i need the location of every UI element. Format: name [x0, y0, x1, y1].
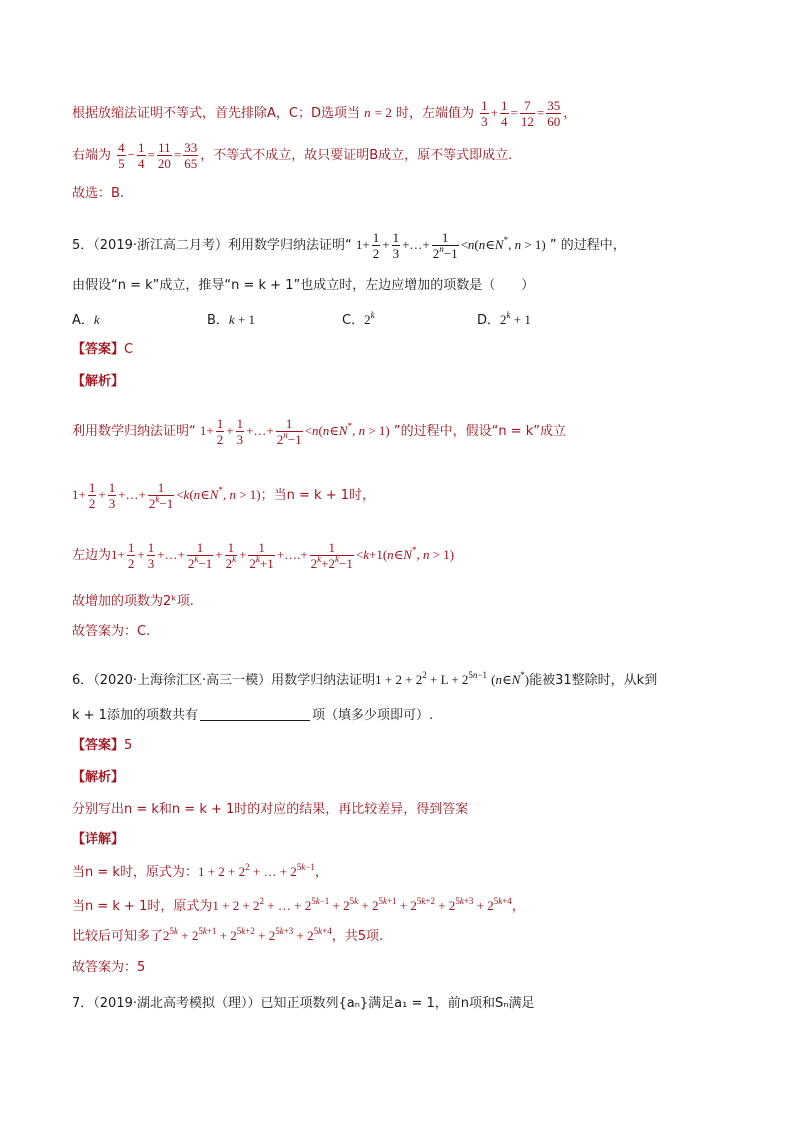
- q6-detail-line1: 当n = k时，原式为：$1 + 2 + 2^2$ + … + $2^{5k-1}$，: [72, 862, 328, 880]
- q6-answer: [72, 736, 132, 756]
- q6-detail-label: 【详解】: [72, 832, 125, 847]
- q5-stem-line1: 5．（2019·浙江高二月考）利用数学归纳法证明“ 1+ $\frac{1}{2}$ + $\frac{1}{3}$ +…+ $\frac{1}{2^n-1}$ <n(n∈N*, n > 1) ” 的过程中，: [72, 230, 626, 261]
- q5-option-c: C．2$^k$: [342, 310, 375, 328]
- q6-d2: 当n = k + 1时，原式为: [72, 899, 213, 914]
- p1-text-c: 右端为: [72, 148, 112, 163]
- p1-text-a: 根据放缩法证明不等式，首先排除A，C；D选项当: [72, 106, 360, 121]
- q6-d3b: ，共5项.: [331, 929, 384, 944]
- q5-analysis-line5: 故答案为：C.: [72, 624, 151, 639]
- q5-tail: ” 的过程中，: [549, 238, 626, 253]
- p1-text-d: ，不等式不成立，故只要证明B成立，原不等式即成立.: [200, 148, 513, 163]
- q6-d3: 比较后可知多了: [72, 929, 164, 944]
- q5-analysis-line3: 左边为1+ $\frac{1}{2}$ + $\frac{1}{3}$ +…+ $\frac{1}{2^k-1}$ + $\frac{1}{2^k}$ + $\frac{1}{2^k+1}$ +….+ $\frac{1}{2^k+2^k-1}$ <k+1(n∈N*, n > 1): [72, 540, 455, 571]
- q6-analysis-text: 分别写出n = k和n = k + 1时的对应的结果，再比较差异，得到答案: [72, 802, 469, 817]
- q6-detail-line2: 当n = k + 1时，原式为$1 + 2 + 2^2$ + … + $2^{5k-1} + 2^{5k} + 2^{5k+1} + 2^{5k+2} + 2^{5k+3} + 2^{5k+4}$，: [72, 896, 525, 914]
- q5-option-b: B．k + 1: [207, 312, 256, 328]
- q6-detail-line3: 比较后可知多了$2^{5k} + 2^{5k+1} + 2^{5k+2} + 2^{5k+3} + 2^{5k+4}$，共5项.: [72, 926, 384, 944]
- p1-line3: 故选：B.: [72, 186, 125, 201]
- q6-head: 6．（2020·上海徐汇区·高三一模）用数学归纳法证明: [72, 673, 376, 688]
- q5-analysis-line1: 利用数学归纳法证明“ 1+ $\frac{1}{2}$ + $\frac{1}{3}$ +…+ $\frac{1}{2^n-1}$ <n(n∈N*, n > 1) ”的过程中，假设“n = k”成立: [72, 416, 567, 447]
- q5-l3: 左边为: [72, 548, 112, 563]
- q6-line2a: k + 1添加的项数共有: [72, 708, 198, 723]
- q6-analysis-label: 【解析】: [72, 770, 125, 785]
- p1-line1: 根据放缩法证明不等式，首先排除A，C；D选项当 n = 2 时，左端值为 $\frac{1}{3}$ + $\frac{1}{4}$ = $\frac{7}{12}$ = $\frac{35}{60}$ ，: [72, 98, 577, 129]
- q5-option-a: A．k: [72, 312, 100, 328]
- q5-analysis-line4: 故增加的项数为2ᵏ项.: [72, 594, 194, 609]
- q5-l1a: 利用数学归纳法证明“: [72, 424, 196, 439]
- q5-answer: [72, 340, 133, 360]
- q5-head: 5．（2019·浙江高二月考）利用数学归纳法证明“: [72, 238, 352, 253]
- q7-stem: 7．（2019·湖北高考模拟（理））已知正项数列{aₙ}满足a₁ = 1，前n项和Sₙ满足: [72, 996, 535, 1011]
- answer-label: 【答案】: [72, 342, 125, 357]
- q6-detail-line4: 故答案为：5: [72, 960, 146, 975]
- q6-answer-blank: [200, 706, 310, 721]
- q6-mid: 能被31整除时，从k到: [529, 673, 658, 688]
- q6-stem-line1: 6．（2020·上海徐汇区·高三一模）用数学归纳法证明$1 + 2 + 2^2 + L + 2^{5n-1}$ (n∈N*)能被31整除时，从k到: [72, 670, 658, 688]
- q5-options: [72, 310, 612, 331]
- q5-option-d: D．$2^k + 1$: [477, 310, 531, 328]
- q6-d1: 当n = k时，原式为：: [72, 865, 198, 880]
- q5-l1b: ”的过程中，假设“n = k”成立: [393, 424, 567, 439]
- q6-line2b: 项（填多少项即可）.: [311, 708, 434, 723]
- p1-text-b: 时，左端值为: [396, 106, 475, 121]
- q5-stem-line2: 由假设“n = k”成立，推导“n = k + 1”也成立时，左边应增加的项数是（ ）: [72, 278, 535, 293]
- q5-l2: ；当n = k + 1时，: [260, 488, 375, 503]
- answer-value: C: [124, 342, 134, 357]
- q6-stem-line2: [72, 706, 433, 726]
- p1-line2: 右端为 $\frac{4}{5}$ − $\frac{1}{4}$ = $\frac{11}{20}$ = $\frac{33}{65}$ ，不等式不成立，故只要证明B成立，原不等式即成立.: [72, 140, 513, 171]
- answer-value: 5: [124, 738, 133, 753]
- answer-label: 【答案】: [72, 738, 125, 753]
- q5-analysis-line2: 1+ $\frac{1}{2}$ + $\frac{1}{3}$ +…+ $\frac{1}{2^k-1}$ <k(n∈N*, n > 1)；当n = k + 1时，: [72, 480, 375, 511]
- q5-analysis-label: 【解析】: [72, 374, 125, 389]
